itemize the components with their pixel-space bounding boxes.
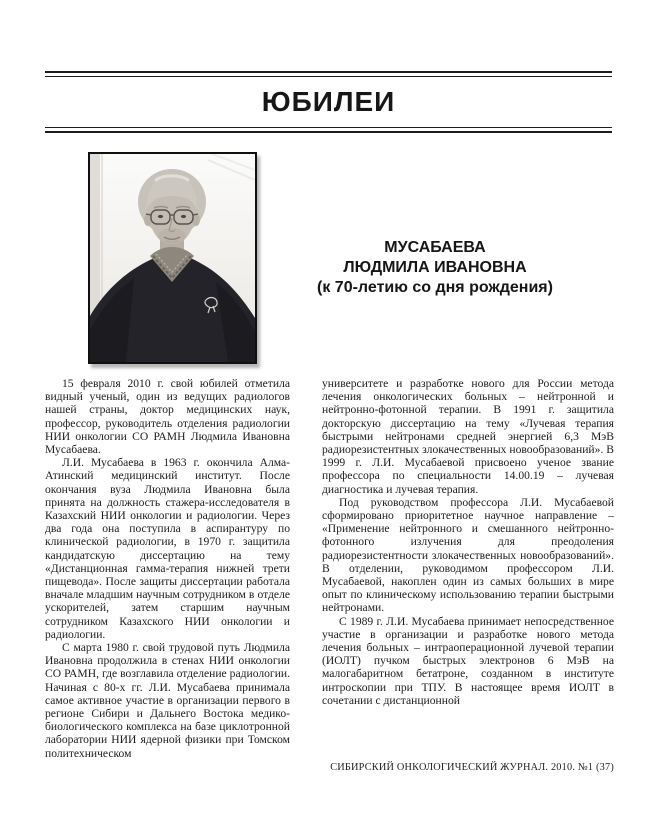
masthead-rule-top xyxy=(45,71,612,77)
masthead-rule-bottom xyxy=(45,127,612,133)
article-title-line-surname: МУСАБАЕВА xyxy=(384,239,486,256)
paragraph: Л.И. Мусабаева в 1963 г. окончила Алма-Атинский медицинский институт. После окончания вуза Людмила Ивановна была принята на должность стажера-исследователя в Казахский НИИ онкологии и радиологии. Через два года она поступила в аспирантуру по клинической радиологии, в 1970 г. защитила кандидатскую диссертацию на тему «Дистанционная гамма-терапия нижней трети пищевода». После защиты диссертации работала вначале младшим научным сотрудником в отделе ускорителей, затем старшим научным сотрудником Казахского НИИ онкологии и радиологии. xyxy=(45,456,290,641)
column-right xyxy=(322,377,614,707)
paragraph: университете и разработке нового для России метода лечения онкологических больных – нейтронной и нейтронно-фотонной терапии. В 1991 г. защитила докторскую диссертацию на тему «Лучевая терапия быстрыми нейтронами средней энергией 6,3 МэВ радиорезистентных злокачественных новообразований». В 1999 г. Л.И. Мусабаевой присвоено ученое звание профессора по специальности 14.00.19 – лучевая диагностика и лучевая терапия. xyxy=(322,377,614,496)
journal-footer: СИБИРСКИЙ ОНКОЛОГИЧЕСКИЙ ЖУРНАЛ. 2010. №1 (37) xyxy=(330,762,614,773)
portrait-photo-illustration xyxy=(90,154,255,362)
paragraph: С марта 1980 г. свой трудовой путь Людмила Ивановна продолжила в стенах НИИ онкологии СО РАМН, где возглавила отделение радиологии. Начиная с 80-х гг. Л.И. Мусабаева принимала самое активное участие в организации первого в регионе Сибири и Дальнего Востока медико-биологического комплекса на базе циклотронной лаборатории НИИ ядерной физики при Томском политехническом xyxy=(45,641,290,760)
section-title: ЮБИЛЕИ xyxy=(261,86,396,117)
article-title-line-name: ЛЮДМИЛА ИВАНОВНА xyxy=(343,259,527,276)
paragraph: Под руководством профессора Л.И. Мусабаевой сформировано приоритетное научное направление – «Применение нейтронного и смешанного нейтронно-фотонного излучения для преодоления радиорезистентности злокачественных новообразований». В отделении, руководимом профессором Л.И. Мусабаевой, накоплен один из самых больших в мире опыт по клиническому использованию терапии быстрыми нейтронами. xyxy=(322,495,614,615)
portrait-photo xyxy=(88,152,257,364)
paragraph: 15 февраля 2010 г. свой юбилей отметила видный ученый, один из ведущих радиологов нашей страны, доктор медицинских наук, профессор, руководитель отделения радиологии НИИ онкологии СО РАМН Людмила Ивановна Мусабаева. xyxy=(45,377,290,457)
article-title xyxy=(310,238,560,298)
column-left xyxy=(45,377,290,760)
article-title-line-occasion: (к 70-летию со дня рождения) xyxy=(317,279,553,296)
paragraph: С 1989 г. Л.И. Мусабаева принимает непосредственное участие в организации и разработке нового метода лечения больных – интраоперационной лучевой терапии (ИОЛТ) пучком быстрых электронов 6 МэВ на малогабаритном бетатроне, созданном в институте интроскопии при ТПУ. В настоящее время ИОЛТ в сочетании с дистанционной xyxy=(322,614,614,707)
